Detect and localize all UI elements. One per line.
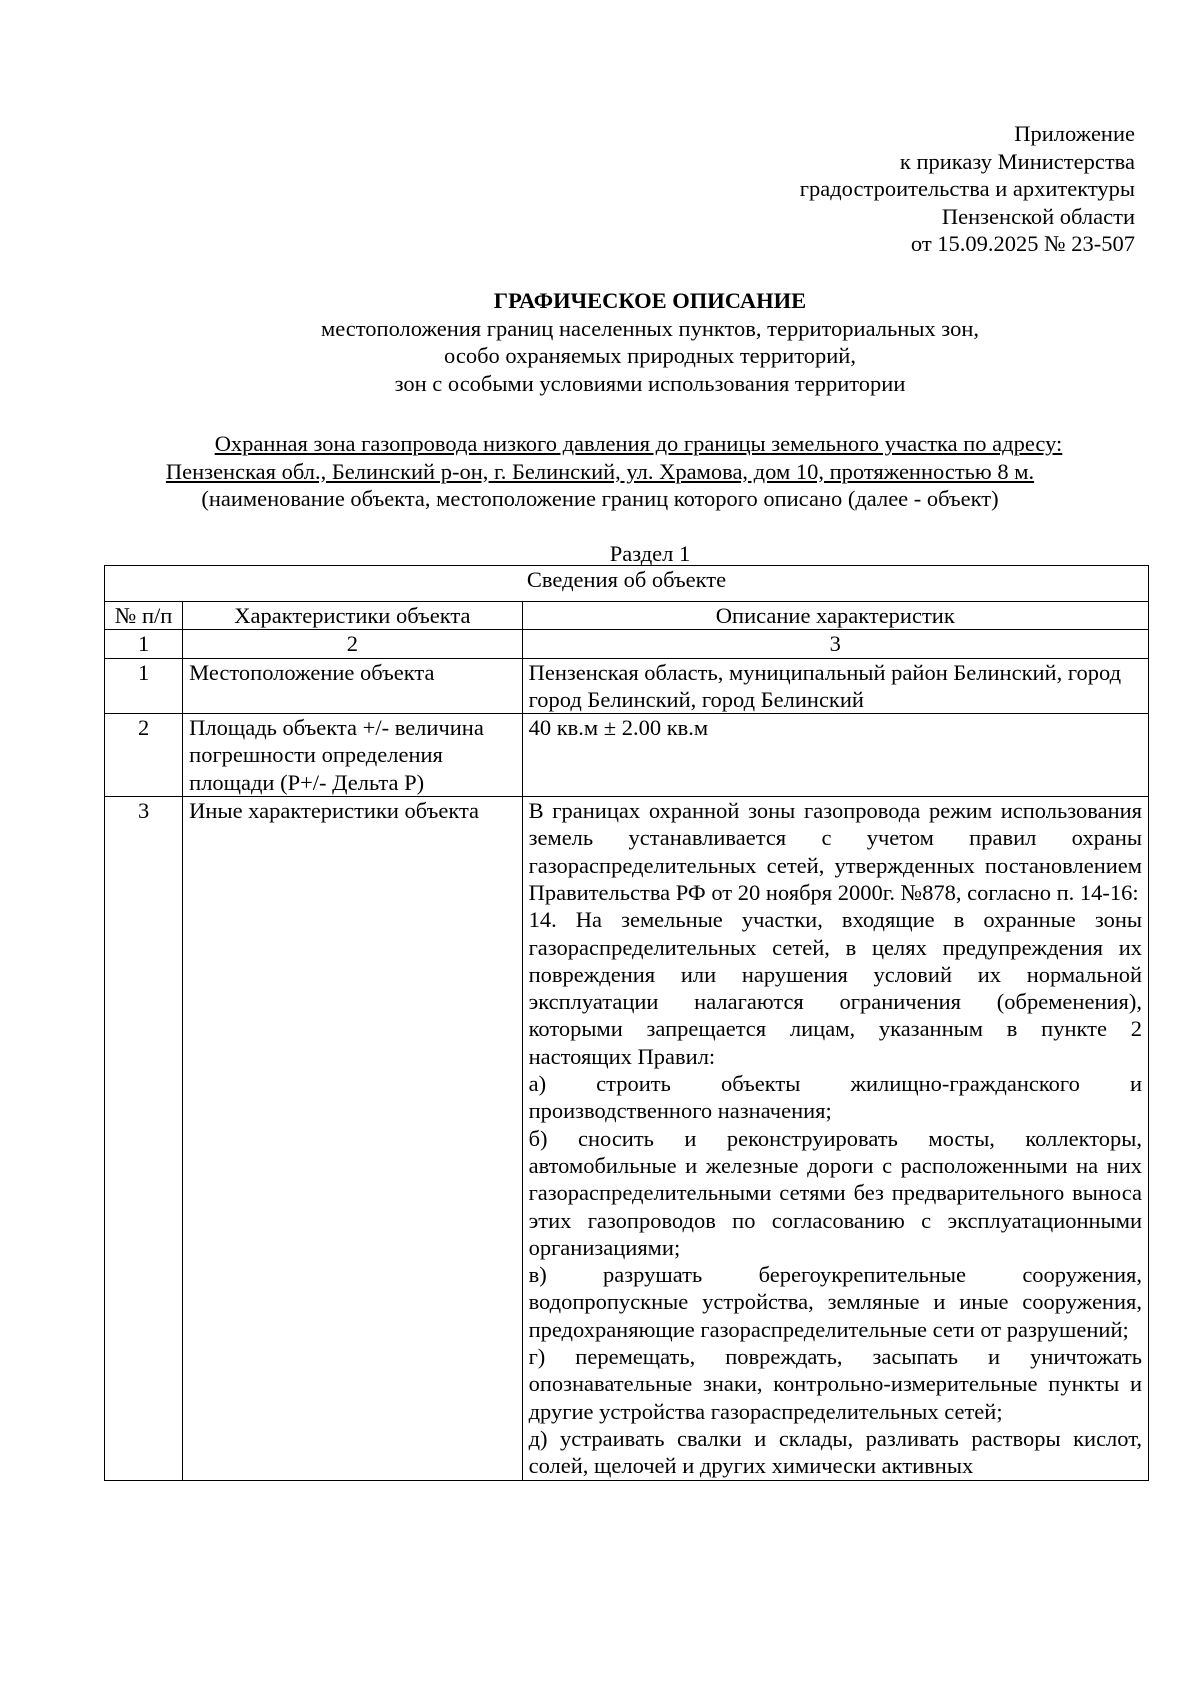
row-number: 3 <box>105 797 183 1480</box>
object-caption: (наименование объекта, местоположение границ которого описано (далее - объект) <box>201 486 999 511</box>
description-paragraph: В границах охранной зоны газопровода режим использования земель устанавливается с учетом правил охраны газораспределительных сетей, утвержденных постановлением Правительства РФ от 20 ноября 2000г. №878, согласно п. 14-16: <box>528 798 1142 905</box>
table-column-number-row <box>105 630 1149 658</box>
column-number: 2 <box>183 630 522 658</box>
row-number: 1 <box>105 658 183 714</box>
table-header-row <box>105 602 1149 630</box>
header-cell-description: Описание характеристик <box>522 602 1148 630</box>
appendix-line: градостроительства и архитектуры <box>799 176 1135 201</box>
object-name-line: Охранная зона газопровода низкого давления до границы земельного участка по адресу: <box>214 431 1063 456</box>
description-paragraph: в) разрушать берегоукрепительные сооружения, водопропускные устройства, земляные и иные сооружения, предохраняющие газораспределительные сети от разрушений; <box>528 1262 1142 1342</box>
subtitle-line: местоположения границ населенных пунктов, территориальных зон, <box>321 315 979 341</box>
appendix-line: Пензенской области <box>941 203 1135 229</box>
table-row <box>105 714 1149 797</box>
appendix-header <box>575 120 1135 258</box>
section-label: Раздел 1 <box>609 541 691 566</box>
row-description: 40 кв.м ± 2.00 кв.м <box>522 714 1148 797</box>
description-paragraph: а) строить объекты жилищно-гражданского и производственного назначения; <box>528 1071 1142 1124</box>
row-description: Пензенская область, муниципальный район Белинский, город город Белинский, город Белинский <box>522 658 1148 714</box>
table-row <box>105 658 1149 714</box>
description-paragraph: д) устраивать свалки и склады, разливать растворы кислот, солей, щелочей и других химически активных <box>528 1425 1142 1479</box>
column-number: 3 <box>522 630 1148 658</box>
row-characteristic: Местоположение объекта <box>183 658 522 714</box>
header-cell-characteristic: Характеристики объекта <box>183 602 522 630</box>
row-number: 2 <box>105 714 183 797</box>
appendix-line: Приложение <box>1014 121 1135 146</box>
description-paragraph: 14. На земельные участки, входящие в охранные зоны газораспределительных сетей, в целях предупреждения их повреждения или нарушения условий их нормальной эксплуатации налагаются ограничения (обременения), которыми запрещается лицам, указанным в пункте 2 настоящих Правил: <box>528 907 1142 1069</box>
description-paragraph: б) сносить и реконструировать мосты, коллекторы, автомобильные и железные дороги с расположенными на них газораспределительными сетями без предварительного выноса этих газопроводов по согласованию с эксплуатационными организациями; <box>528 1125 1142 1260</box>
subtitle-line: особо охраняемых природных территорий, <box>444 343 856 368</box>
row-description <box>522 797 1148 1480</box>
table-title-row <box>105 566 1149 602</box>
table-row <box>105 797 1149 1480</box>
subtitle-line: зон с особыми условиями использования территории <box>394 370 906 396</box>
appendix-date-number: от 15.09.2025 № 23-507 <box>910 231 1135 256</box>
row-characteristic: Площадь объекта +/- величина погрешности определения площади (P+/- Дельта P) <box>183 714 522 797</box>
appendix-line: к приказу Министерства <box>899 148 1135 174</box>
object-name-block <box>100 430 1100 513</box>
document-title-block <box>100 287 1200 397</box>
header-cell-number: № п/п <box>105 602 183 630</box>
table-title: Сведения об объекте <box>105 566 1149 602</box>
object-address-line: Пензенская обл., Белинский р-он, г. Белинский, ул. Храмова, дом 10, протяженностью 8 м. <box>165 458 1035 484</box>
object-info-table <box>104 565 1149 1481</box>
column-number: 1 <box>105 630 183 658</box>
row-characteristic: Иные характеристики объекта <box>183 797 522 1480</box>
document-title: ГРАФИЧЕСКОЕ ОПИСАНИЕ <box>493 288 807 313</box>
description-paragraph: г) перемещать, повреждать, засыпать и уничтожать опознавательные знаки, контрольно-измерительные пункты и другие устройства газораспределительных сетей; <box>528 1344 1142 1424</box>
